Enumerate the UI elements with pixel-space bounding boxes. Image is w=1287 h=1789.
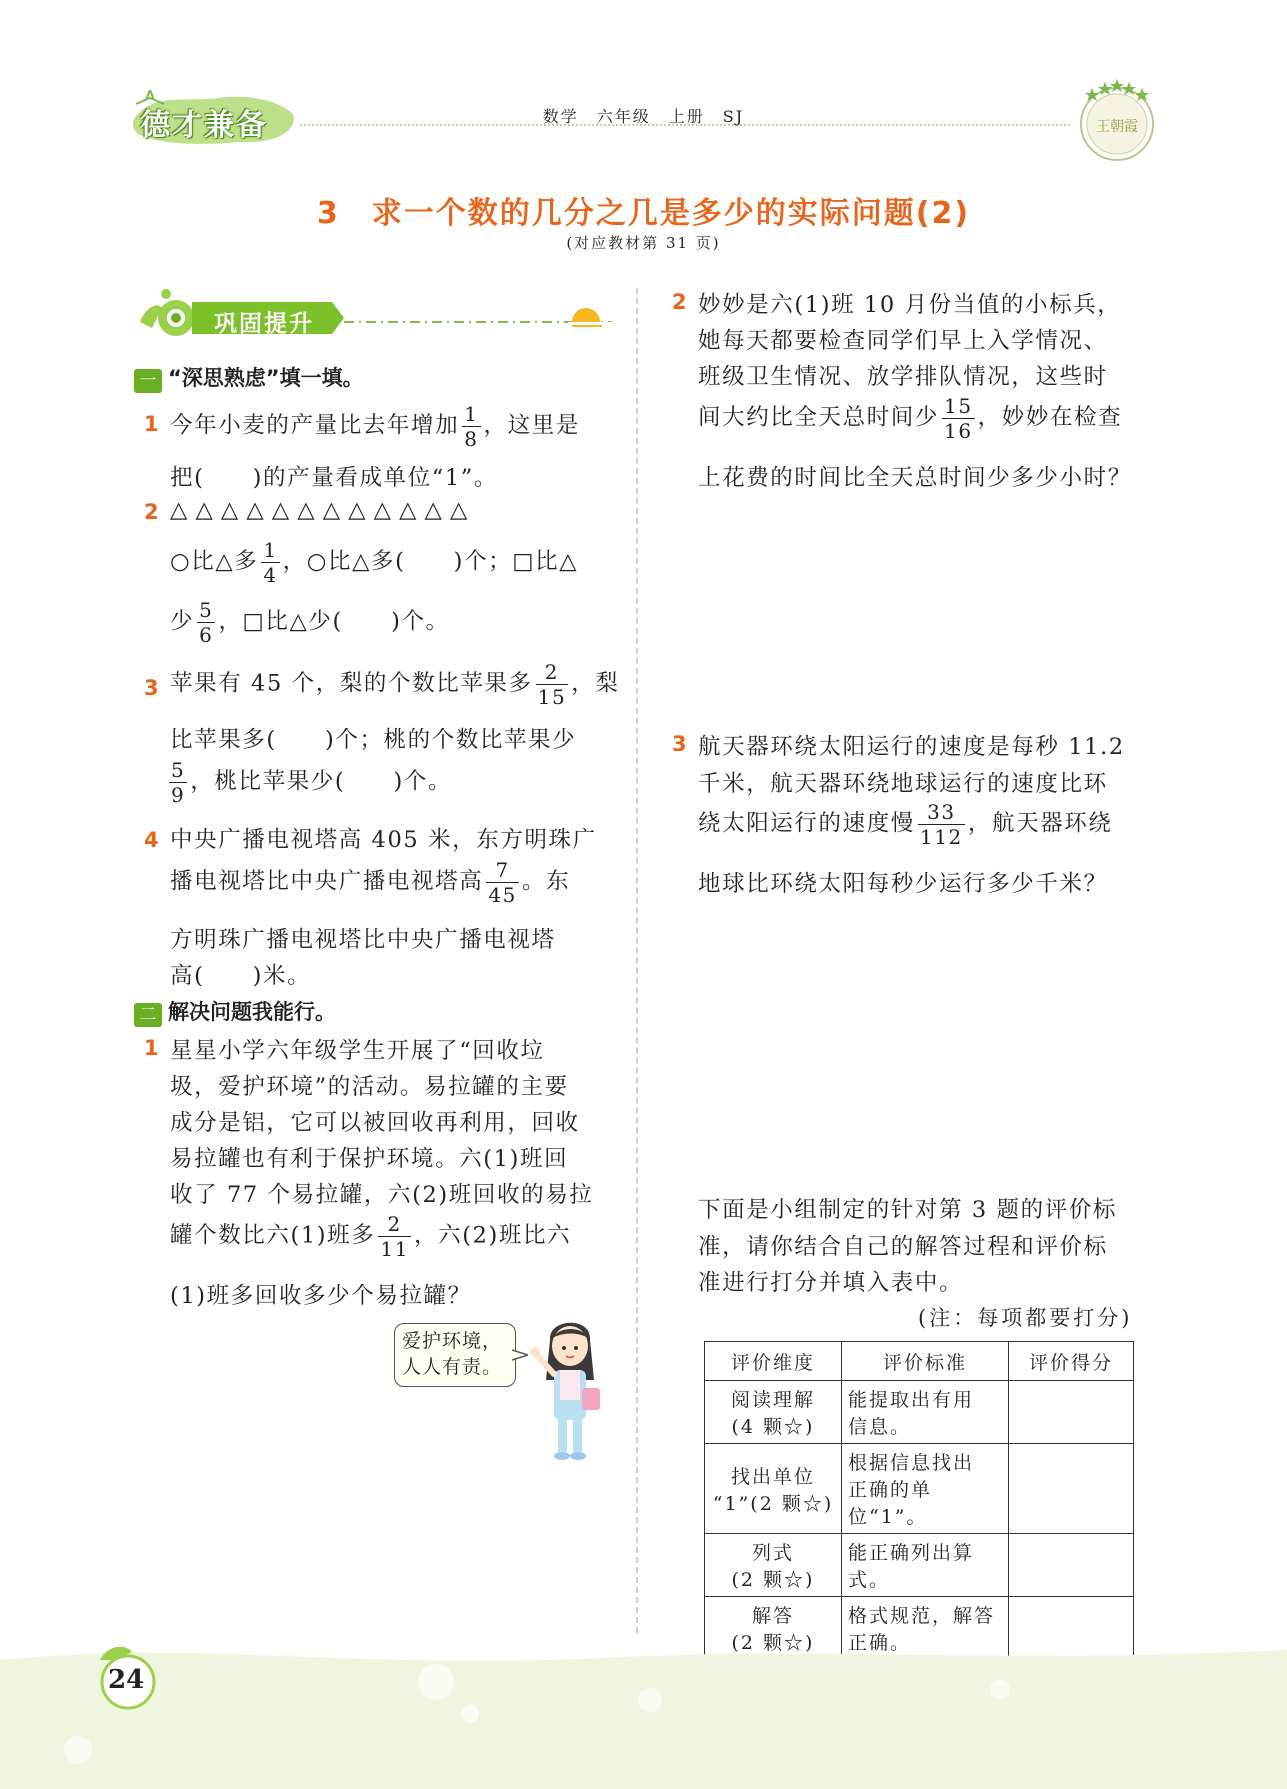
text: ，□比△少( )个。: [218, 608, 450, 635]
column-header: 评价标准: [842, 1342, 1009, 1381]
p2-q1-line3: 成分是铝，它可以被回收再利用，回收: [170, 1110, 580, 1136]
cell-line: 式。: [848, 1569, 891, 1591]
numerator: 5: [171, 758, 186, 782]
cell-line: 能提取出有用: [848, 1389, 975, 1411]
numerator: 2: [378, 1214, 411, 1237]
p1-q1-line1: [170, 404, 580, 449]
footer-decoration: [0, 1630, 1287, 1789]
text: 绕太阳运行的速度慢: [698, 810, 915, 837]
r-q2-line1: 妙妙是六(1)班 10 月份当值的小标兵，: [698, 292, 1122, 318]
page-number: 24: [108, 1665, 145, 1695]
p1-q2-triangles: △ △ △ △ △ △ △ △ △ △ △ △: [170, 497, 468, 523]
fraction: [462, 404, 480, 449]
cell-line: “1”(2 颗☆): [712, 1492, 834, 1515]
eval-intro-line3: 准进行打分并填入表中。: [698, 1270, 964, 1296]
fraction: [942, 396, 975, 441]
column-divider: [636, 288, 638, 1633]
r-q2-line2: 她每天都要检查同学们早上入学情况、: [698, 328, 1108, 354]
brand-text: 德才兼备: [140, 108, 268, 143]
table-cell: [705, 1381, 842, 1444]
cell-line: 能正确列出算: [848, 1542, 975, 1564]
table-cell: [842, 1381, 1009, 1444]
score-cell[interactable]: [1009, 1381, 1134, 1444]
text: 。东: [521, 868, 571, 895]
text: 苹果有 45 个，梨的个数比苹果多: [170, 670, 533, 697]
page-title: 3 求一个数的几分之几是多少的实际问题(2): [316, 196, 971, 231]
p2-q1-line2: 圾，爱护环境”的活动。易拉罐的主要: [170, 1074, 569, 1100]
eval-intro-line2: 准，请你结合自己的解答过程和评价标: [698, 1234, 1108, 1260]
cell-line: 列式: [751, 1542, 794, 1564]
publisher-seal-icon: [1072, 76, 1162, 166]
speech-line: 人人有责。: [402, 1356, 503, 1378]
fraction: [918, 802, 965, 847]
part1-heading-text: “深思熟虑”填一填。: [168, 366, 364, 390]
r-q3-line1: 航天器环绕太阳运行的速度是每秒 11.2: [698, 734, 1125, 760]
r-q3-line4: 地球比环绕太阳每秒少运行多少千米？: [698, 871, 1108, 897]
text: 罐个数比六(1)班多: [170, 1222, 376, 1249]
cell-line: 正确。: [848, 1632, 912, 1654]
numerator: 15: [944, 394, 973, 418]
cell-line: 解答: [751, 1605, 794, 1627]
part1-heading: [134, 362, 364, 393]
section-banner-label: 巩固提升: [214, 311, 314, 337]
cell-line: 根据信息找出: [848, 1452, 975, 1474]
table-row: [705, 1534, 1134, 1597]
eval-note: (注：每项都要打分): [918, 1306, 1133, 1330]
speech-text: [402, 1328, 502, 1380]
r-q3-line3: [698, 802, 1113, 847]
cell-line: (4 颗☆): [731, 1416, 815, 1438]
fraction: [197, 600, 215, 645]
p1-q3-line2: 比苹果多( )个；桃的个数比苹果少: [170, 727, 577, 753]
part2-heading: [134, 996, 336, 1027]
score-cell[interactable]: [1009, 1534, 1134, 1597]
denominator: 16: [944, 419, 973, 443]
p2-q1-line5: 收了 77 个易拉罐，六(2)班回收的易拉: [170, 1182, 594, 1208]
evaluation-table: [704, 1341, 1134, 1660]
text: 少: [170, 608, 195, 635]
numerator: 5: [199, 598, 214, 622]
denominator: 9: [171, 783, 186, 807]
header-info: 数学 六年级 上册 SJ: [542, 107, 745, 126]
cell-line: 阅读理解: [730, 1389, 815, 1411]
text: ，航天器环绕: [967, 810, 1113, 837]
table-row: [705, 1444, 1134, 1534]
table-cell: [842, 1534, 1009, 1597]
score-cell[interactable]: [1009, 1444, 1134, 1534]
table-row: [705, 1381, 1134, 1444]
eval-intro-line1: 下面是小组制定的针对第 3 题的评价标: [698, 1197, 1118, 1223]
svg-text:王朝霞: 王朝霞: [1096, 119, 1138, 135]
fraction: [261, 540, 279, 585]
cell-line: 格式规范，解答: [848, 1605, 996, 1627]
r-q3-number: 3: [672, 732, 687, 756]
p1-q4-line1: 中央广播电视塔高 405 米，东方明珠广: [170, 827, 597, 853]
column-header: 评价得分: [1009, 1342, 1134, 1381]
p2-q1-line6: [170, 1214, 571, 1259]
cell-line: (2 颗☆): [731, 1569, 815, 1591]
p1-q1-number: 1: [144, 412, 159, 436]
fraction: [378, 1214, 411, 1259]
p1-q3-line3: [166, 760, 452, 805]
text: ，梨: [571, 670, 620, 697]
p1-q3-number: 3: [144, 676, 159, 700]
p1-q1-line2: 把( )的产量看成单位“1”。: [170, 465, 498, 491]
text: 间大约比全天总时间少: [698, 404, 940, 431]
part1-tag: 一: [134, 369, 162, 393]
r-q2-line4: [698, 396, 1122, 441]
numerator: 1: [263, 538, 278, 562]
part2-tag: 二: [134, 1003, 162, 1027]
p2-q1-number: 1: [144, 1036, 159, 1060]
r-q2-line3: 班级卫生情况、放学排队情况，这些时: [698, 364, 1108, 390]
text: ，桃比苹果少( )个。: [190, 768, 453, 795]
denominator: 15: [537, 685, 567, 709]
girl-illustration: [520, 1310, 620, 1470]
section-banner: [132, 288, 612, 348]
denominator: 112: [919, 825, 963, 849]
p1-q4-number: 4: [144, 828, 159, 852]
p1-q3-line1: [170, 662, 620, 707]
numerator: 7: [486, 860, 519, 883]
p2-q1-line1: 星星小学六年级学生开展了“回收垃: [170, 1038, 545, 1064]
numerator: 2: [536, 662, 569, 685]
cell-line: 信息。: [848, 1416, 912, 1438]
numerator: 1: [464, 402, 479, 426]
r-q2-number: 2: [672, 290, 687, 314]
p1-q4-line2: [170, 860, 570, 905]
p2-q1-line7: (1)班多回收多少个易拉罐？: [170, 1283, 472, 1309]
denominator: 11: [380, 1237, 410, 1261]
cell-line: 正确的单位“1”。: [848, 1479, 933, 1528]
denominator: 8: [464, 427, 479, 451]
p2-q1-line4: 易拉罐也有利于保护环境。六(1)班回: [170, 1146, 569, 1172]
p1-q4-line4: 高( )米。: [170, 963, 312, 989]
denominator: 6: [199, 623, 214, 647]
cell-line: 找出单位: [730, 1465, 815, 1488]
fraction: [536, 662, 569, 707]
table-header-row: [705, 1342, 1134, 1381]
numerator: 33: [918, 802, 965, 825]
text: 今年小麦的产量比去年增加: [170, 412, 460, 439]
text: ，这里是: [483, 412, 580, 439]
table-cell: [705, 1444, 842, 1534]
table-cell: [842, 1444, 1009, 1534]
text: ，六(2)班比六: [414, 1222, 572, 1249]
r-q2-line5: 上花费的时间比全天总时间少多少小时？: [698, 465, 1132, 491]
r-q3-line2: 千米，航天器环绕地球运行的速度比环: [698, 771, 1108, 797]
page-subtitle: (对应教材第 31 页): [566, 234, 721, 252]
text: 播电视塔比中央广播电视塔高: [170, 868, 484, 895]
p1-q2-line3: [170, 600, 450, 645]
table-cell: [705, 1534, 842, 1597]
text: ，妙妙在检查: [977, 404, 1123, 431]
text: ○比△多: [170, 548, 259, 575]
denominator: 45: [488, 883, 517, 907]
speech-line: 爱护环境，: [402, 1330, 503, 1352]
p1-q2-number: 2: [144, 500, 159, 524]
denominator: 4: [263, 563, 278, 587]
p1-q2-line2: [170, 540, 578, 585]
fraction: [169, 760, 187, 805]
text: ，○比△多( )个；□比△: [282, 548, 579, 575]
part2-heading-text: 解决问题我能行。: [168, 1000, 336, 1024]
cell-line: (2 颗☆): [731, 1632, 815, 1654]
fraction: [486, 860, 519, 905]
p1-q4-line3: 方明珠广播电视塔比中央广播电视塔: [170, 927, 556, 953]
column-header: 评价维度: [705, 1342, 842, 1381]
